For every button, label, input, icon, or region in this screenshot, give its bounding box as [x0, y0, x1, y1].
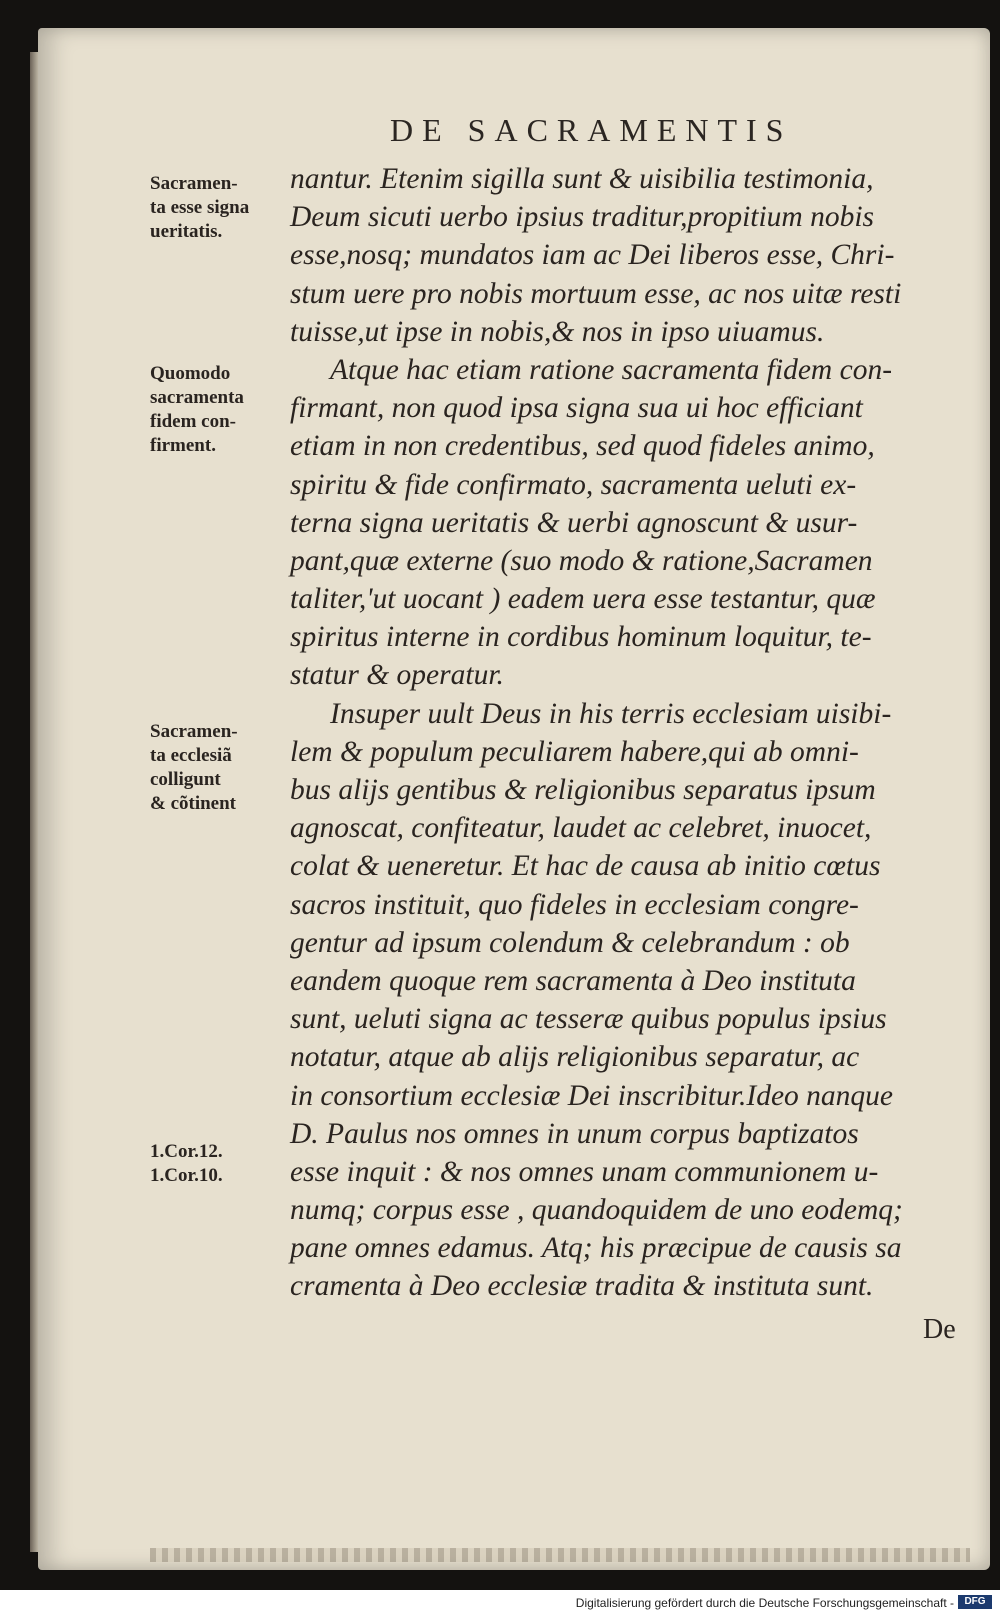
- text-line: spiritus interne in cordibus hominum loquitur, te-: [290, 621, 872, 654]
- text-line: stum uere pro nobis mortuum esse, ac nos uitæ resti: [290, 277, 902, 310]
- text-line: firmant, non quod ipsa signa sua ui hoc efficiant: [290, 392, 863, 425]
- text-line: cramenta à Deo ecclesiæ tradita & instituta sunt.: [290, 1270, 874, 1303]
- text-line: tuisse,ut ipse in nobis,& nos in ipso uiuamus.: [290, 315, 825, 348]
- margin-note-4: [150, 1140, 285, 1188]
- text-line: numq; corpus esse , quandoquidem de uno eodemq;: [290, 1194, 903, 1227]
- margin-note-line: 1.Cor.10.: [150, 1165, 223, 1186]
- margin-note-line: Quomodo: [150, 363, 231, 384]
- margin-note-line: ta esse signa: [150, 197, 250, 218]
- text-line: D. Paulus nos omnes in unum corpus baptizatos: [290, 1117, 859, 1150]
- catchword: De: [923, 1314, 956, 1345]
- text-line: eandem quoque rem sacramenta à Deo instituta: [290, 964, 856, 997]
- text-line: Deum sicuti uerbo ipsius traditur,propitium nobis: [290, 201, 875, 234]
- margin-note-3: [150, 720, 285, 816]
- text-line: taliter,'ut uocant ) eadem uera esse testantur, quæ: [290, 583, 876, 616]
- text-line: notatur, atque ab alijs religionibus separatur, ac: [290, 1041, 860, 1074]
- text-line: Atque hac etiam ratione sacramenta fidem con-: [330, 353, 893, 386]
- text-line: etiam in non credentibus, sed quod fideles animo,: [290, 430, 875, 463]
- text-line: agnoscat, confiteatur, laudet ac celebret, inuocet,: [290, 812, 872, 845]
- margin-note-2: [150, 362, 285, 458]
- text-line: esse,nosq; mundatos iam ac Dei liberos esse, Chri-: [290, 239, 895, 272]
- text-line: esse inquit : & nos omnes unam communionem u-: [290, 1155, 879, 1188]
- text-line: sunt, ueluti signa ac tesseræ quibus populus ipsius: [290, 1003, 887, 1036]
- margin-note-line: fidem con-: [150, 411, 237, 432]
- text-line: statur & operatur.: [290, 659, 504, 692]
- text-line: bus alijs gentibus & religionibus separatus ipsum: [290, 774, 876, 806]
- text-line: in consortium ecclesiæ Dei inscribitur.Ideo nanque: [290, 1079, 894, 1112]
- margin-note-line: 1.Cor.12.: [150, 1141, 223, 1162]
- footer-credit: Digitalisierung gefördert durch die Deutsche Forschungsgemeinschaft -: [575, 1596, 954, 1610]
- text-line: gentur ad ipsum colendum & celebrandum : ob: [290, 926, 850, 959]
- margin-note-line: sacramenta: [150, 387, 244, 408]
- text-line: pant,quæ externe (suo modo & ratione,Sacramen: [290, 544, 873, 577]
- margin-note-line: firment.: [150, 435, 216, 456]
- margin-note-line: Sacramen-: [150, 721, 238, 742]
- body-text: [290, 160, 970, 1306]
- margin-note-line: Sacramen-: [150, 173, 238, 194]
- text-line: spiritu & fide confirmato, sacramenta ueluti ex-: [290, 468, 857, 501]
- running-head: DE SACRAMENTIS: [390, 112, 793, 148]
- margin-note-line: & cõtinent: [150, 793, 237, 814]
- text-line: terna signa ueritatis & uerbi agnoscunt & usur-: [290, 506, 858, 539]
- text-line: Insuper uult Deus in his terris ecclesiam uisibi-: [330, 697, 892, 730]
- text-line: pane omnes edamus. Atq; his præcipue de causis sa: [290, 1232, 902, 1265]
- margin-note-line: ta ecclesiã: [150, 745, 232, 766]
- text-line: colat & ueneretur. Et hac de causa ab initio cœtus: [290, 850, 881, 883]
- dfg-logo-icon: DFG: [958, 1595, 992, 1609]
- margin-note-1: [150, 172, 285, 244]
- page-bottom-edge: [150, 1548, 970, 1562]
- text-line: nantur. Etenim sigilla sunt & uisibilia testimonia,: [290, 163, 874, 195]
- text-line: lem & populum peculiarem habere,qui ab omni-: [290, 735, 859, 768]
- margin-note-line: colligunt: [150, 769, 221, 790]
- margin-note-line: ueritatis.: [150, 221, 223, 242]
- text-line: sacros instituit, quo fideles in ecclesiam congre-: [290, 888, 859, 921]
